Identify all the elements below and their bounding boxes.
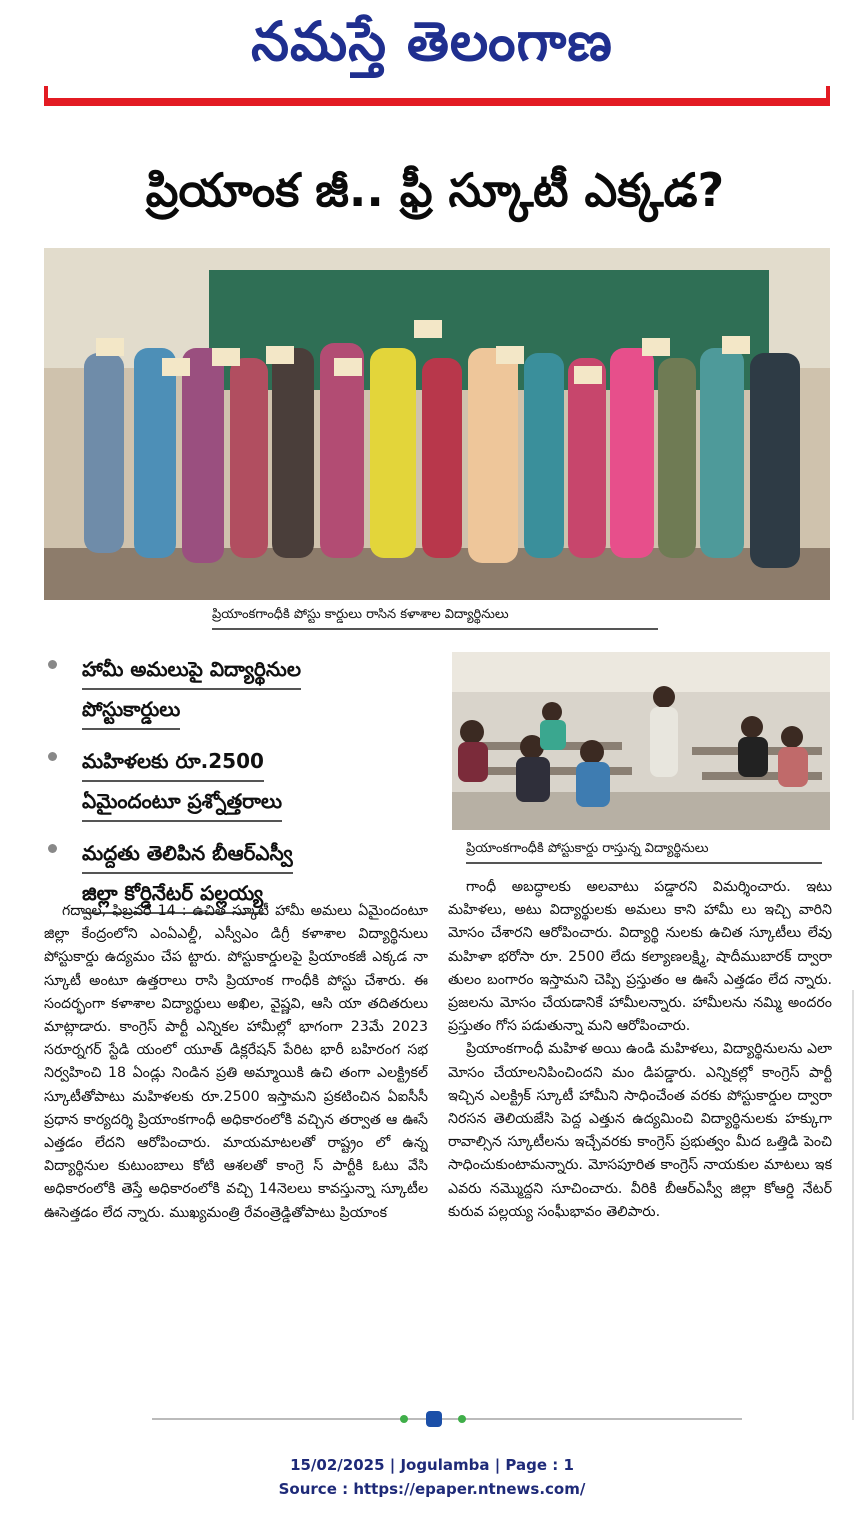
body-paragraph: ప్రియాంకగాంధీ మహిళ అయి ఉండి మహిళలు, విద్యార్థినులను ఎలా మోసం చేయాలనిపించిందని మం డిపడ్డారు. ఎన్నికల్లో కాంగ్రెస్ పార్టీ ఇచ్చిన ఎలక్ట్రిక్ స్కూటీ హామీని సాధించేంత వరకు పోస్టుకార్డుల ద్వారా నిరసన తెలియజేసి పెద్ద ఎత్తున ఉద్యమించి విద్యార్థినులకు హక్కుగా రావాల్సిన స్కూటీలను ఇచ్చేవరకు కాంగ్రెస్ ప్రభుత్వం మీద ఒత్తిడి పెంచి సాధించుకుంటామన్నారు. మోసపూరిత కాంగ్రెస్ నాయకుల మాటలు ఇక ఎవరు నమ్మొద్దని సూచించారు. వీరికి బీఆర్ఎస్వీ జిల్లా కోఆర్డి నేటర్ కురువ పల్లయ్య సంఘీభావం తెలిపారు. [448, 1041, 832, 1220]
body-column-right [448, 876, 832, 1401]
main-photo-caption: ప్రియాంకగాంధీకి పోస్టు కార్డులు రాసిన కళాశాల విద్యార్థినులు [212, 606, 658, 630]
highlight-line: పోస్టుకార్డులు [82, 690, 180, 730]
highlight-line: మహిళలకు రూ.2500 [82, 742, 264, 782]
classroom-photo-caption: ప్రియాంకగాంధీకి పోస్టుకార్డు రాస్తున్న విద్యార్థినులు [466, 840, 822, 864]
highlight-line: ఏమైందంటూ ప్రశ్నోత్తరాలు [82, 782, 282, 822]
highlight-line: మద్దతు తెలిపిన బీఆర్ఎస్వీ [82, 834, 293, 874]
highlight-item [44, 650, 444, 730]
body-paragraph: గాంధీ అబద్ధాలకు అలవాటు పడ్డారని విమర్శించారు. ఇటు మహిళలు, అటు విద్యార్థులకు అమలు కాని హామీ లు ఇచ్చి వారిని మోసం చేశారని ఆరోపించారు. విద్యార్థి నులకు ఉచిత స్కూటీలు లేవు మహిళా భరోసా రూ. 2500 లేదు కల్యాణలక్ష్మి, షాదీముబారక్ ద్వారా తులం బంగారం ఇస్తామని చెప్పి ప్రస్తుతం ఆ ఊసే ఎత్తడం లేద న్నారు. ప్రజలను మోసం చేయడానికే హామీలన్నారు. హామీలను నమ్మి అందరం ప్రస్తుతం గోస పడుతున్నా మని ఆరోపించారు. [448, 879, 832, 1035]
footer-source: Source : https://epaper.ntnews.com/ [278, 1480, 586, 1498]
ornament-icon [396, 1408, 476, 1430]
highlight-line: హామీ అమలుపై విద్యార్థినుల [82, 650, 301, 690]
bullet-dot [48, 752, 57, 761]
masthead-rule [44, 98, 830, 106]
highlight-line: జిల్లా కోర్డినేటర్ పల్లయ్య [82, 874, 263, 914]
headline: ప్రియాంక జీ.. ఫ్రీ స్కూటీ ఎక్కడ? [145, 163, 725, 217]
bullet-dot [48, 660, 57, 669]
main-photo [44, 248, 830, 600]
footer-edition: 15/02/2025 | Jogulamba | Page : 1 [290, 1456, 574, 1474]
highlights-list [44, 650, 444, 926]
body-paragraph: గద్వాల, ఫిబ్రవరి 14 : ఉచిత స్కూటీ హామీ అమలు ఏమైందంటూ జిల్లా కేంద్రంలోని ఎంఏఎల్డీ, ఎస్వీఎం డిగ్రీ కళాశాల విద్యార్థినులు పోస్టుకార్డు ఉద్యమం చేప ట్టారు. పోస్టుకార్డులపై ప్రియాంకజీ ఎక్కడ నా స్కూటీ అంటూ ఉత్తరాలు రాసి ప్రియాంక గాంధీకి పోస్టు చేశారు. ఈ సందర్భంగా కళాశాల విద్యార్థులు అఖిల, వైష్ణవి, ఆసి యా తదితరులు మాట్లాడారు. కాంగ్రెస్ పార్టీ ఎన్నికల హామీల్లో భాగంగా 23మే 2023 సరూర్నగర్ స్టేడి యంలో యూత్ డిక్లరేషన్ పేరిట భారీ బహిరంగ సభ నిర్వహించి 18 ఏండ్లు నిండిన ప్రతి అమ్మాయికి ఉచి తంగా ఎలక్ట్రికల్ స్కూటీతోపాటు మహిళలకు రూ.2500 ఇస్తామని ప్రకటించిన ఏఐసీసీ ప్రధాన కార్యదర్శి ప్రియాంకగాంధీ అధికారంలోకి వచ్చిన తర్వాత ఆ ఊసే ఎత్తడం లేదని ఆరోపించారు. మాయమాటలతో రాష్ట్రం లో ఉన్న విద్యార్థినుల కుటుంబాలు కోటి ఆశలతో కాంగ్రె స్ పార్టీకి ఓటు వేసి అధికారంలోకి తెస్తే అధికారంలోకి వచ్చి 14నెలలు కావస్తున్నా స్కూటీల ఊసెత్తడం లేద న్నారు. ముఖ్యమంత్రి రేవంత్రెడ్డితోపాటు ప్రియాంక [44, 903, 428, 1221]
bullet-dot [48, 844, 57, 853]
highlight-item [44, 742, 444, 822]
body-column-left [44, 900, 428, 1400]
classroom-photo [452, 652, 830, 830]
column-edge [852, 990, 854, 1420]
masthead-title: నమస్తే తెలంగాణ [251, 9, 613, 73]
